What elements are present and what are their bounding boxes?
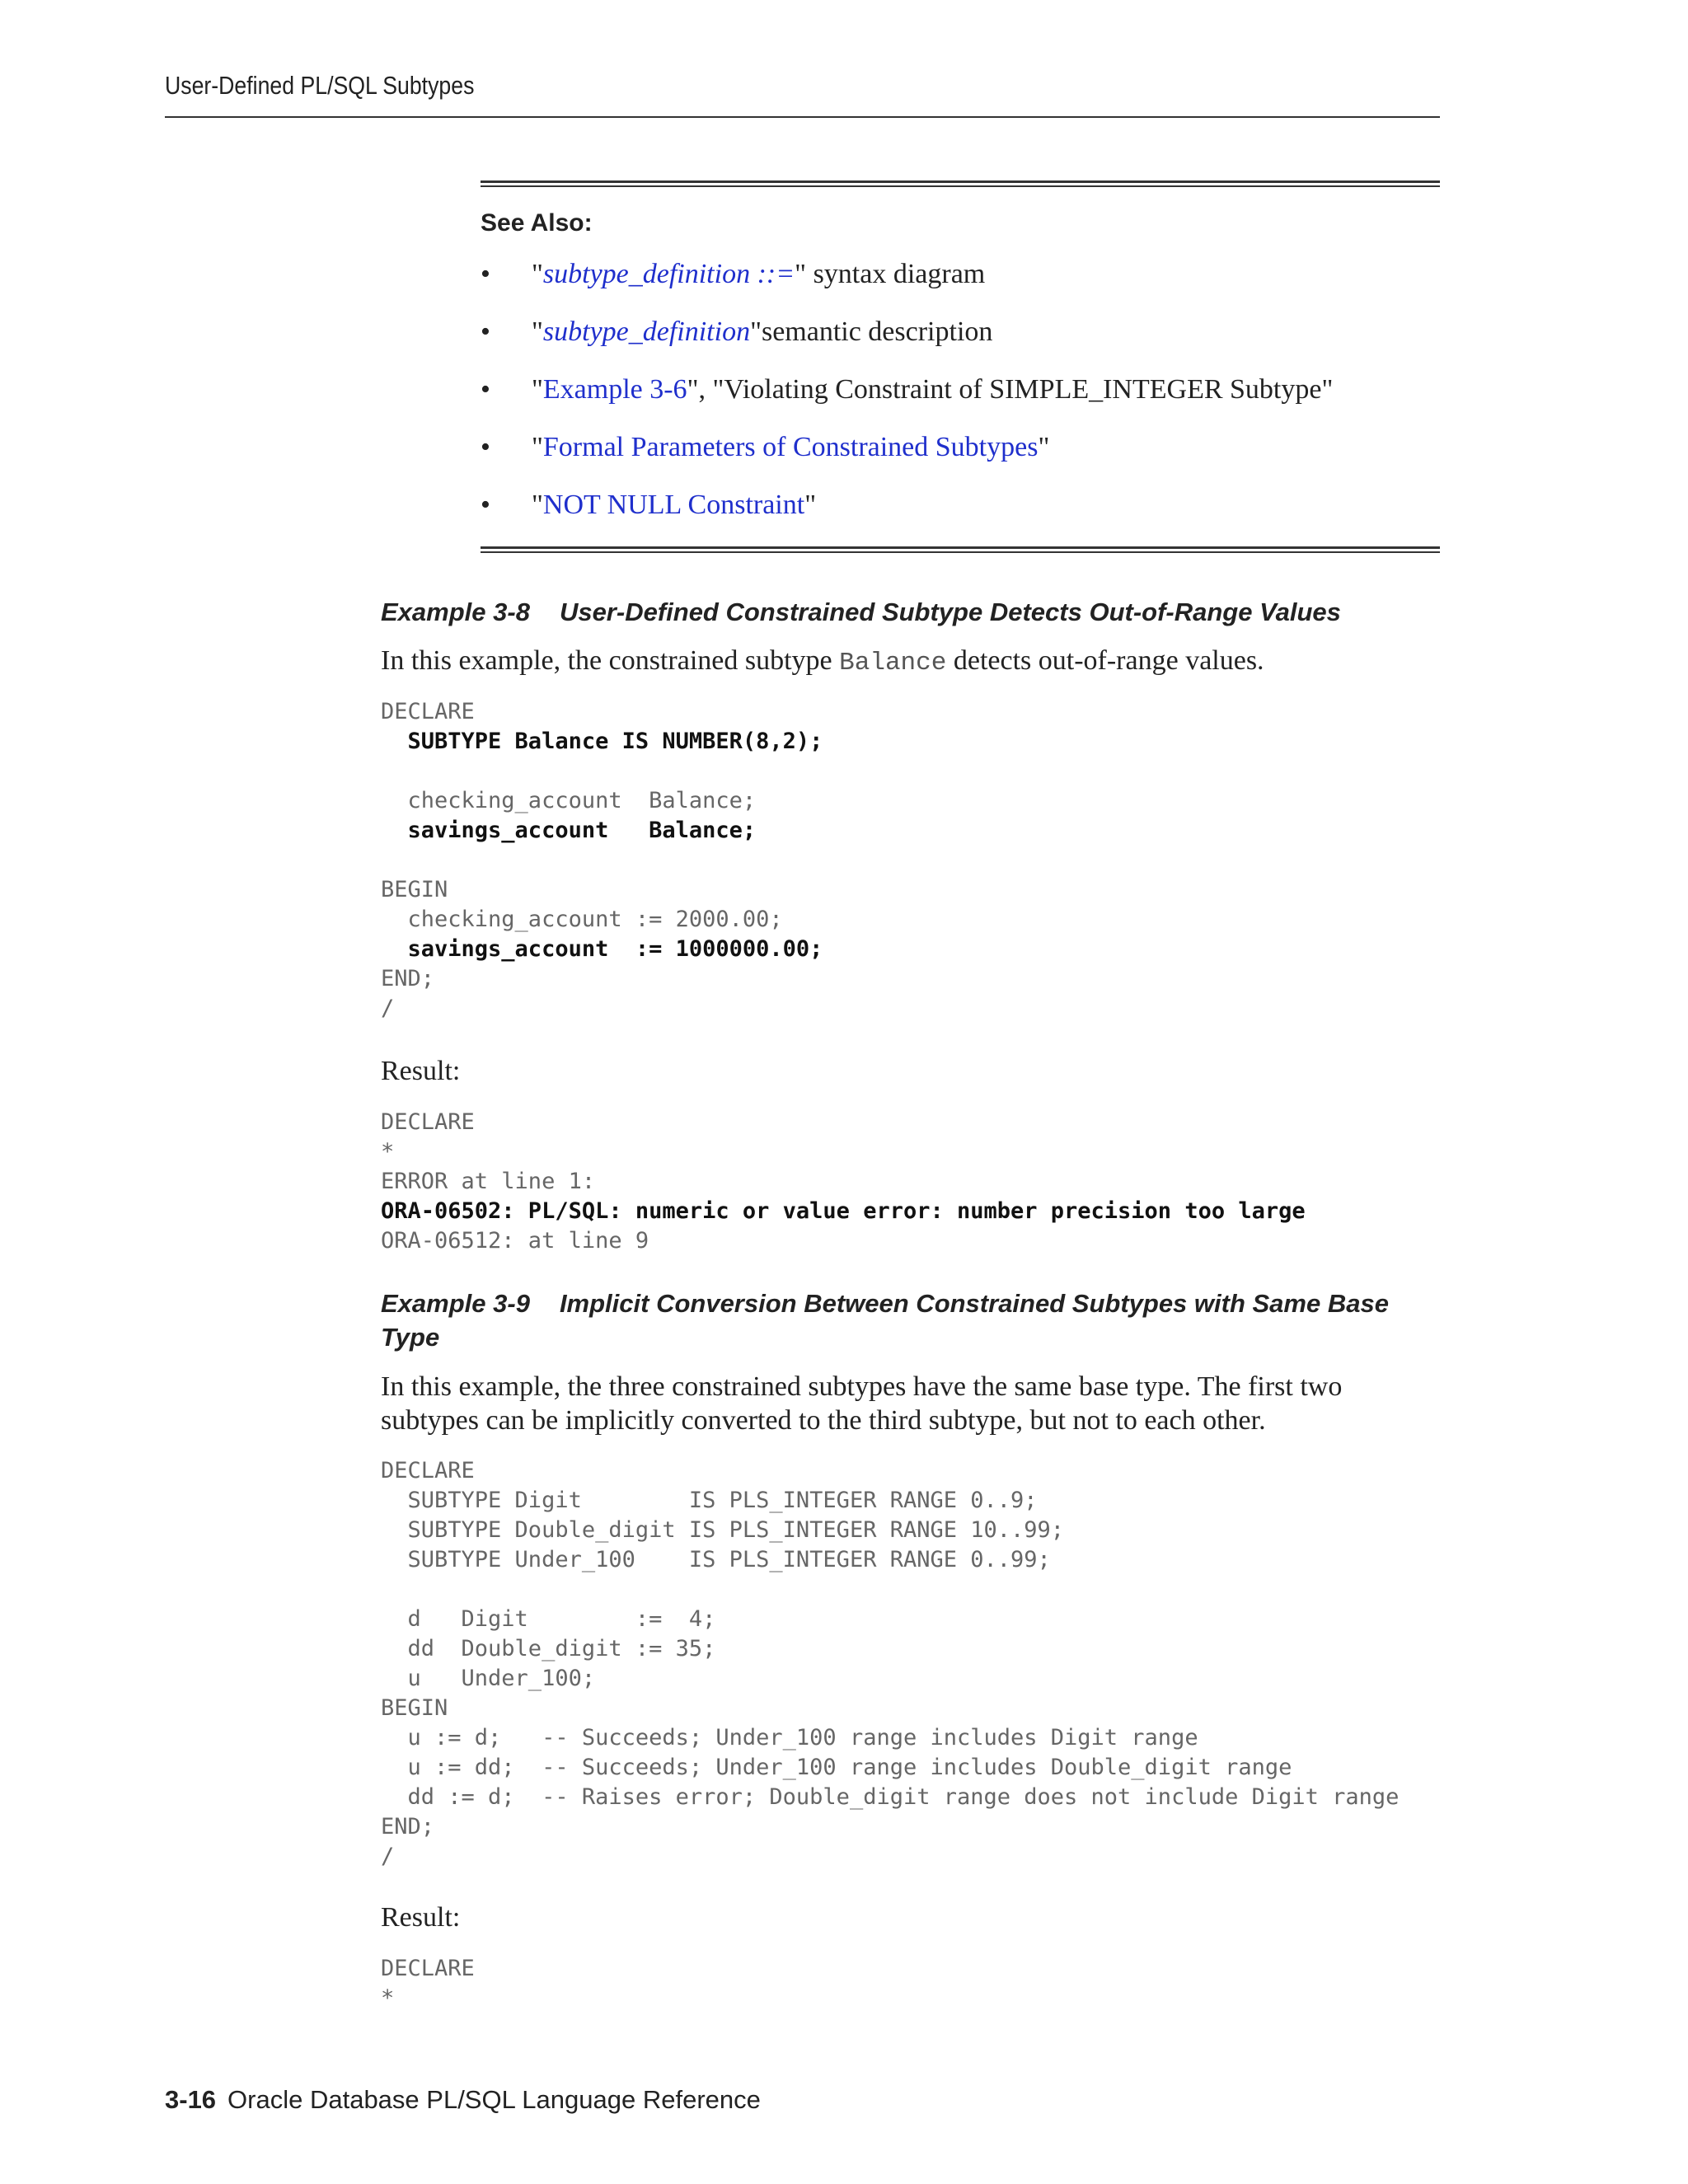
header-rule bbox=[165, 116, 1440, 118]
book-title: Oracle Database PL/SQL Language Reference bbox=[227, 2085, 761, 2114]
see-also-top-rule bbox=[481, 180, 1440, 187]
link-subtype-definition-semantics[interactable]: subtype_definition bbox=[542, 316, 751, 347]
code-line: BEGIN bbox=[381, 1695, 448, 1721]
code-line: u := d; -- Succeeds; Under_100 range includes Digit range bbox=[381, 1725, 1198, 1750]
example-3-8-code bbox=[381, 697, 823, 1024]
code-line: / bbox=[381, 996, 395, 1021]
code-line: * bbox=[381, 1985, 395, 2011]
see-also-box bbox=[481, 180, 1440, 553]
example-3-8-intro: In this example, the constrained subtype Balance detects out-of-range values. bbox=[381, 645, 1264, 677]
code-line: DECLARE bbox=[381, 1458, 475, 1483]
example-3-9-intro: In this example, the three constrained subtypes have the same base type. The first two subtypes can be implicitly converted to the third subtype, but not to each other. bbox=[381, 1371, 1343, 1436]
code-line: d Digit := 4; bbox=[381, 1606, 716, 1632]
see-also-bottom-rule bbox=[481, 546, 1440, 553]
code-line: DECLARE bbox=[381, 1109, 475, 1135]
code-line: ORA-06512: at line 9 bbox=[381, 1228, 649, 1254]
code-line: DECLARE bbox=[381, 699, 475, 724]
see-also-heading: See Also: bbox=[481, 209, 593, 237]
page-footer bbox=[165, 2085, 761, 2115]
code-line: END; bbox=[381, 966, 435, 991]
code-line: END; bbox=[381, 1814, 435, 1840]
code-line: ERROR at line 1: bbox=[381, 1169, 596, 1194]
code-line: checking_account := 2000.00; bbox=[381, 907, 783, 932]
code-line: / bbox=[381, 1844, 395, 1869]
code-line: u := dd; -- Succeeds; Under_100 range includes Double_digit range bbox=[381, 1755, 1292, 1780]
bullet-icon: • bbox=[481, 316, 490, 347]
inline-code-balance: Balance bbox=[839, 649, 947, 677]
code-line: dd := d; -- Raises error; Double_digit range does not include Digit range bbox=[381, 1784, 1400, 1810]
code-line: checking_account Balance; bbox=[381, 788, 757, 813]
code-line: SUBTYPE Under_100 IS PLS_INTEGER RANGE 0..99; bbox=[381, 1547, 1051, 1572]
link-not-null-constraint[interactable]: NOT NULL Constraint bbox=[542, 490, 805, 520]
bullet-icon: • bbox=[481, 490, 490, 520]
link-example-3-6[interactable]: Example 3-6 bbox=[542, 374, 687, 405]
bullet-icon: • bbox=[481, 259, 490, 289]
code-line: BEGIN bbox=[381, 877, 448, 902]
example-3-8-title: Example 3-8 User-Defined Constrained Subtype Detects Out-of-Range Values bbox=[381, 598, 1341, 626]
example-3-9-code bbox=[381, 1456, 1399, 1872]
code-line: savings_account := 1000000.00; bbox=[381, 936, 823, 962]
see-also-item: • "subtype_definition ::=" syntax diagram bbox=[481, 259, 986, 289]
see-also-list bbox=[481, 258, 1440, 522]
example-3-8-result-label: Result: bbox=[381, 1056, 461, 1086]
running-header: User-Defined PL/SQL Subtypes bbox=[165, 71, 475, 100]
code-line: SUBTYPE Digit IS PLS_INTEGER RANGE 0..9; bbox=[381, 1488, 1038, 1513]
see-also-item: • "Formal Parameters of Constrained Subtypes" bbox=[481, 432, 1050, 462]
code-line: SUBTYPE Double_digit IS PLS_INTEGER RANGE 10..99; bbox=[381, 1517, 1065, 1543]
bullet-icon: • bbox=[481, 432, 490, 462]
example-3-9-title: Example 3-9 Implicit Conversion Between Constrained Subtypes with Same Base Type bbox=[381, 1289, 1389, 1352]
see-also-item: • "Example 3-6", "Violating Constraint of SIMPLE_INTEGER Subtype" bbox=[481, 374, 1334, 405]
page-number: 3-16 bbox=[165, 2085, 217, 2114]
code-line: dd Double_digit := 35; bbox=[381, 1636, 716, 1661]
see-also-item: • "NOT NULL Constraint" bbox=[481, 490, 817, 520]
bullet-icon: • bbox=[481, 374, 490, 405]
code-line: DECLARE bbox=[381, 1956, 475, 1981]
see-also-item: • "subtype_definition"semantic description bbox=[481, 316, 993, 347]
example-3-8-result bbox=[381, 1108, 1306, 1256]
code-line: ORA-06502: PL/SQL: numeric or value error: number precision too large bbox=[381, 1198, 1306, 1224]
code-line: u Under_100; bbox=[381, 1666, 596, 1691]
example-3-9-result-label: Result: bbox=[381, 1902, 461, 1933]
example-3-9-result bbox=[381, 1954, 475, 2013]
link-formal-parameters[interactable]: Formal Parameters of Constrained Subtypes bbox=[542, 432, 1039, 462]
link-subtype-definition-syntax[interactable]: subtype_definition ::= bbox=[542, 259, 795, 289]
code-line: savings_account Balance; bbox=[381, 818, 757, 843]
code-line: * bbox=[381, 1139, 395, 1165]
code-line: SUBTYPE Balance IS NUMBER(8,2); bbox=[381, 729, 823, 754]
